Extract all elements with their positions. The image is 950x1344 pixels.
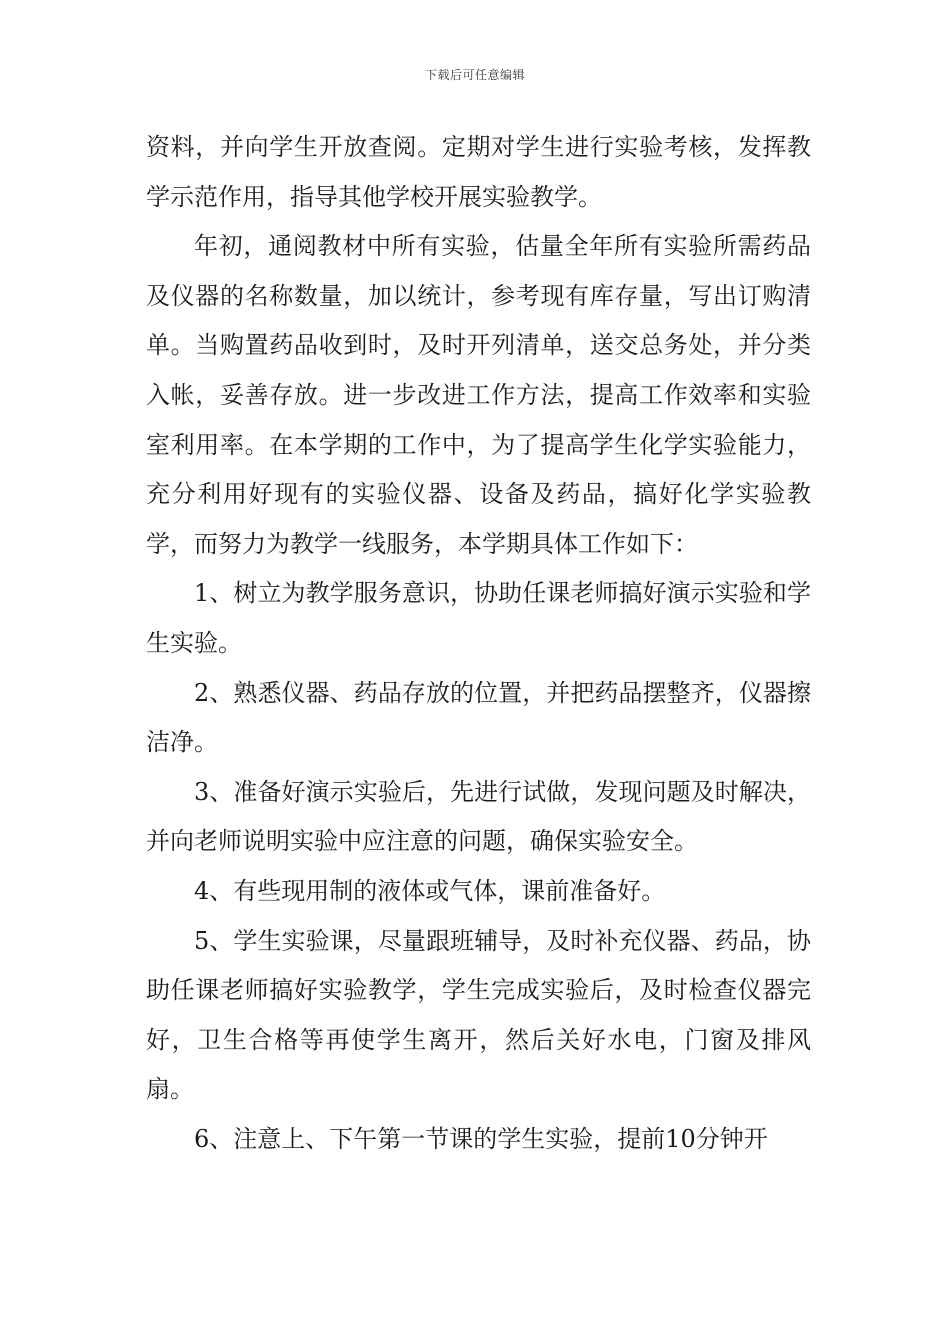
paragraph-intro: 年初，通阅教材中所有实验，估量全年所有实验所需药品及仪器的名称数量，加以统计，参考现有库存量，写出订购清单。当购置药品收到时，及时开列清单，送交总务处，并分类入帐，妥善存放。进一步改进工作方法，提高工作效率和实验室利用率。在本学期的工作中，为了提高学生化学实验能力，充分利用好现有的实验仪器、设备及药品，搞好化学实验教学，而努力为教学一线服务，本学期具体工作如下： <box>146 232 811 558</box>
paragraph-item-3: 3、准备好演示实验后，先进行试做，发现问题及时解决，并向老师说明实验中应注意的问题，确保实验安全。 <box>146 777 811 856</box>
paragraph-item-2: 2、熟悉仪器、药品存放的位置，并把药品摆整齐，仪器擦洁净。 <box>146 678 811 757</box>
document-body <box>146 123 811 1164</box>
paragraph-item-5: 5、学生实验课，尽量跟班辅导，及时补充仪器、药品，协助任课老师搞好实验教学，学生完成实验后，及时检查仪器完好，卫生合格等再使学生离开，然后关好水电，门窗及排风扇。 <box>146 926 811 1104</box>
paragraph-continuation: 资料，并向学生开放查阅。定期对学生进行实验考核，发挥教学示范作用，指导其他学校开展实验教学。 <box>146 133 811 211</box>
page-header: 下载后可任意编辑 <box>424 68 525 82</box>
paragraph-item-6: 6、注意上、下午第一节课的学生实验，提前10分钟开 <box>194 1124 768 1153</box>
paragraph-item-4: 4、有些现用制的液体或气体，课前准备好。 <box>194 876 666 905</box>
paragraph-item-1: 1、树立为教学服务意识，协助任课老师搞好演示实验和学生实验。 <box>146 579 811 657</box>
